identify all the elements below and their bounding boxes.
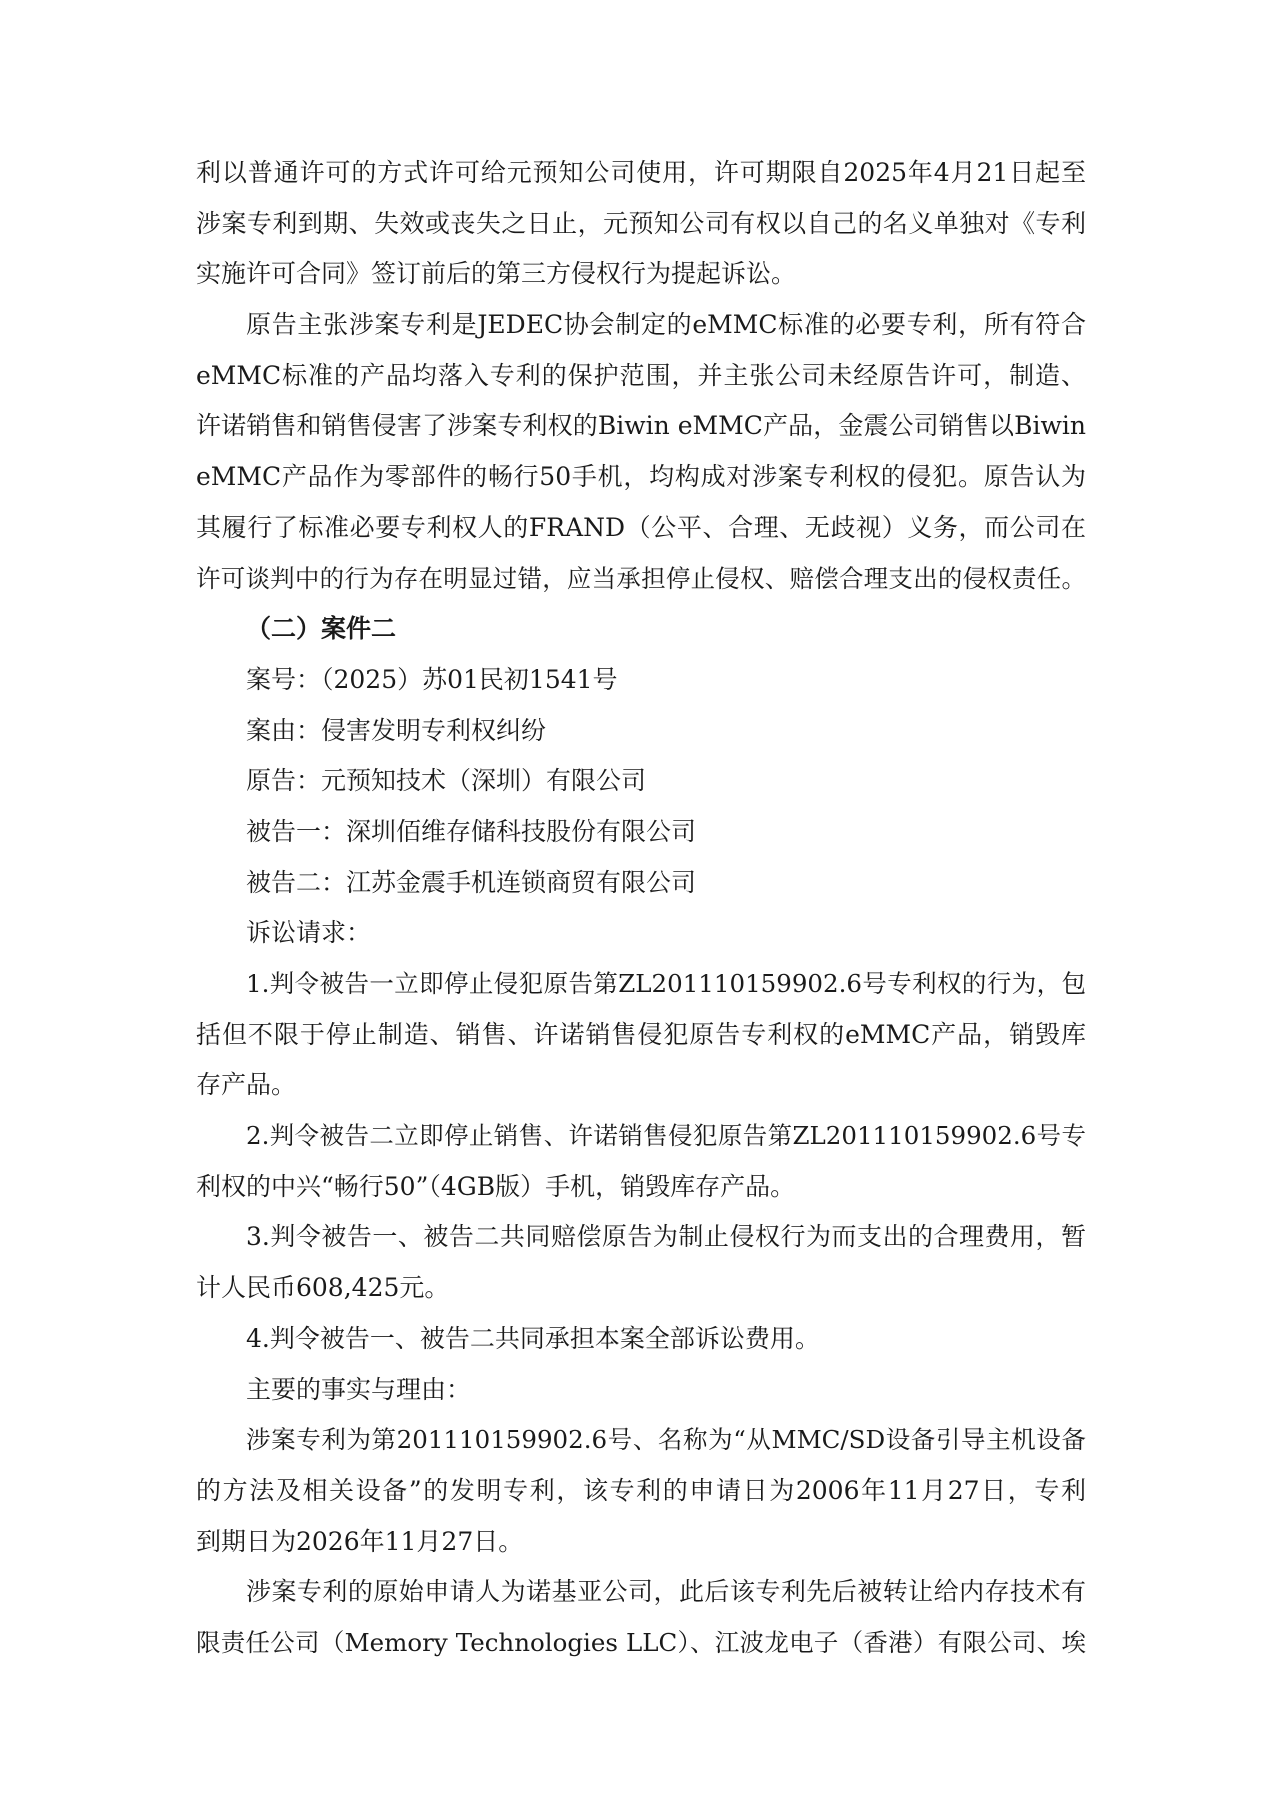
- text-line: 诉讼请求：: [246, 918, 372, 948]
- text-line: 许可谈判中的行为存在明显过错，应当承担停止侵权、赔偿合理支出的侵权责任。: [196, 563, 1086, 593]
- text-line: 案由：侵害发明专利权纠纷: [246, 715, 547, 745]
- text-line: 实施许可合同》签订前后的第三方侵权行为提起诉讼。: [196, 259, 797, 289]
- text-line: 括但不限于停止制造、销售、许诺销售侵犯原告专利权的eMMC产品，销毁库: [196, 1019, 1086, 1049]
- section-heading: （二）案件二: [246, 614, 397, 644]
- text-line: 4.判令被告一、被告二共同承担本案全部诉讼费用。: [246, 1323, 820, 1353]
- text-line: 原告：元预知技术（深圳）有限公司: [246, 766, 647, 796]
- text-line: 1.判令被告一立即停止侵犯原告第ZL201110159902.6号专利权的行为，包: [246, 969, 1086, 998]
- text-line: eMMC标准的产品均落入专利的保护范围，并主张公司未经原告许可，制造、: [196, 360, 1086, 390]
- text-line: 主要的事实与理由：: [246, 1374, 472, 1404]
- text-line: 其履行了标准必要专利权人的FRAND（公平、合理、无歧视）义务，而公司在: [196, 512, 1086, 542]
- text-line: 涉案专利为第201110159902.6号、名称为“从MMC/SD设备引导主机设备: [246, 1425, 1086, 1455]
- document-body: [196, 148, 1086, 1669]
- text-line: 被告二：江苏金震手机连锁商贸有限公司: [246, 867, 697, 897]
- text-line: 存产品。: [196, 1070, 297, 1100]
- text-line: 到期日为2026年11月27日。: [196, 1526, 524, 1556]
- text-line: 涉案专利到期、失效或丧失之日止，元预知公司有权以自己的名义单独对《专利: [196, 208, 1086, 238]
- text-line: 的方法及相关设备”的发明专利，该专利的申请日为2006年11月27日，专利: [196, 1475, 1086, 1505]
- text-line: 案号：（2025）苏01民初1541号: [246, 664, 618, 694]
- text-line: 利权的中兴“畅行50”（4GB版）手机，销毁库存产品。: [196, 1171, 796, 1201]
- text-line: 3.判令被告一、被告二共同赔偿原告为制止侵权行为而支出的合理费用，暂: [246, 1222, 1086, 1252]
- text-line: 涉案专利的原始申请人为诺基亚公司，此后该专利先后被转让给内存技术有: [246, 1577, 1086, 1607]
- text-line: 许诺销售和销售侵害了涉案专利权的Biwin eMMC产品，金震公司销售以Biwin: [196, 411, 1086, 441]
- text-line: 原告主张涉案专利是JEDEC协会制定的eMMC标准的必要专利，所有符合: [246, 310, 1086, 340]
- text-line: 限责任公司（Memory Technologies LLC）、江波龙电子（香港）有限公司、埃: [196, 1627, 1086, 1657]
- text-line: 被告一：深圳佰维存储科技股份有限公司: [246, 816, 697, 846]
- text-line: 利以普通许可的方式许可给元预知公司使用，许可期限自2025年4月21日起至: [196, 158, 1086, 187]
- text-line: eMMC产品作为零部件的畅行50手机，均构成对涉案专利权的侵犯。原告认为: [196, 462, 1086, 492]
- text-line: 计人民币608,425元。: [196, 1273, 450, 1303]
- text-line: 2.判令被告二立即停止销售、许诺销售侵犯原告第ZL201110159902.6号专: [246, 1121, 1086, 1151]
